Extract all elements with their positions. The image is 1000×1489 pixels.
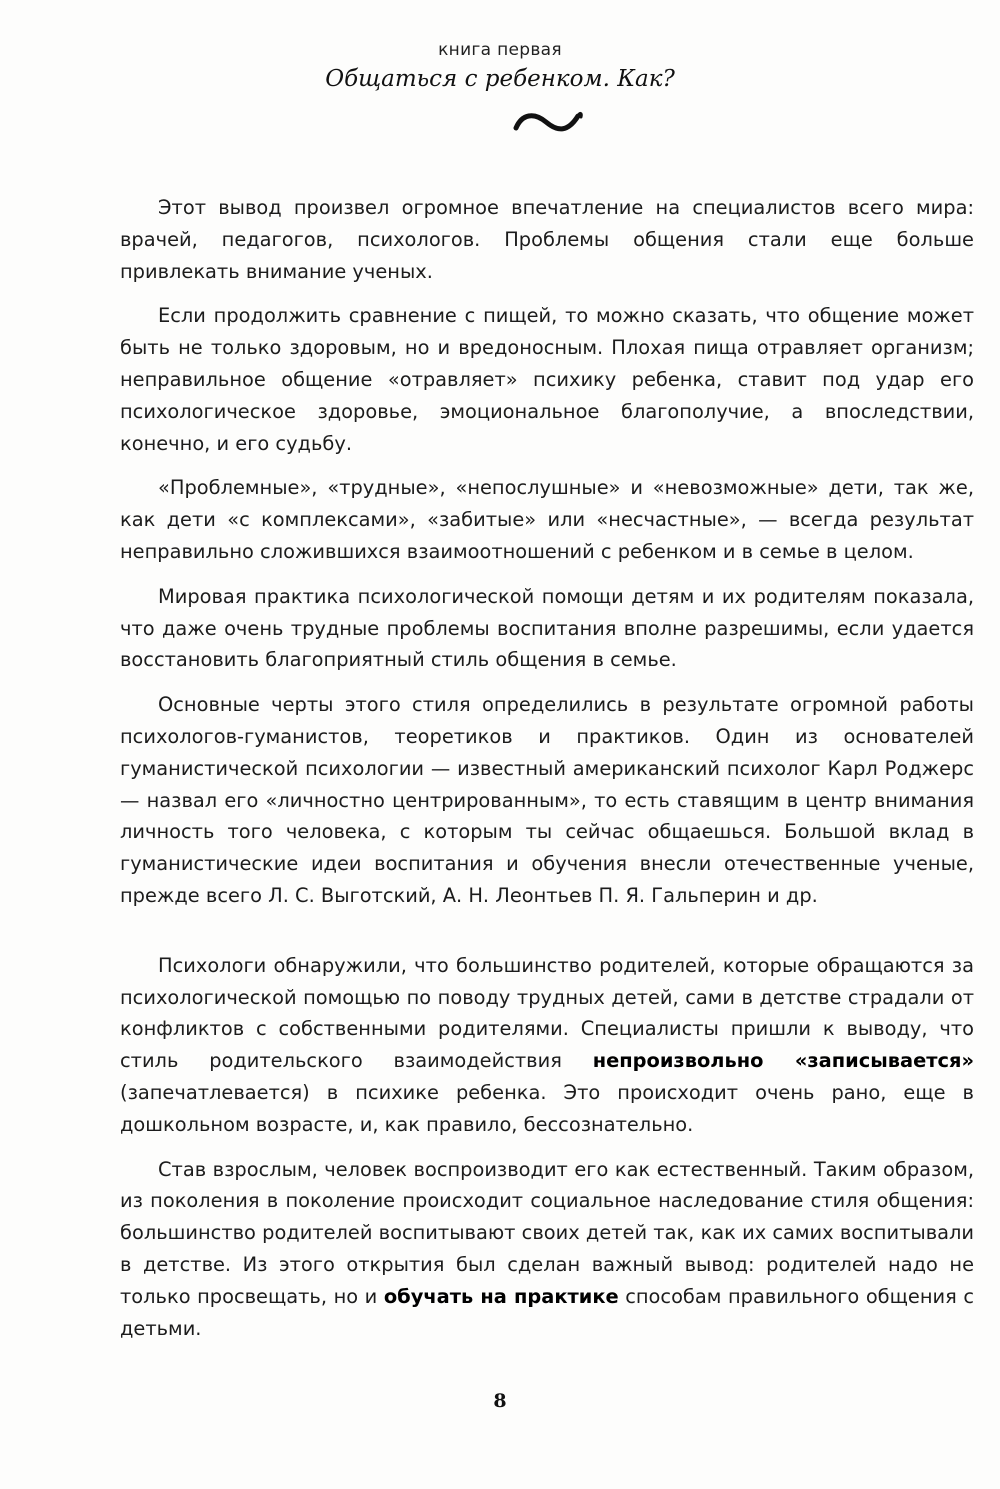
paragraph-6-text-before: Психологи обнаружили, что большинство родителей, которые обращаются за психологической помощью по поводу трудных детей, сами в детстве страдали от конфликтов с собственными родителями. Специалисты пришли к выводу, что стиль родительского взаимодействия [120, 953, 974, 1073]
paragraph-1: Этот вывод произвел огромное впечатление на специалистов всего мира: врачей, педагогов, психологов. Проблемы общения стали еще больше привлекать внимание ученых. [120, 196, 974, 283]
paragraph-7-text-after: способам правильного общения с детьми. [120, 1284, 974, 1340]
paragraph-7-text-before: Став взрослым, человек воспроизводит его как естественный. Таким образом, из поколения в поколение происходит социальное наследование стиля общения: большинство родителей воспитывают своих детей так, как их самих воспитывали в детстве. Из этого открытия был сделан важный вывод: родителей надо не только просвещать, но и [120, 1157, 974, 1308]
paragraph-4: Мировая практика психологической помощи детям и их родителям показала, что даже очень трудные проблемы воспитания вполне разрешимы, если удается восстановить благоприятный стиль общения в семье. [120, 584, 974, 672]
page-number: 8 [493, 1390, 507, 1412]
paragraph-7-emphasis: обучать на практике [383, 1284, 619, 1308]
paragraph-5: Основные черты этого стиля определились в результате огромной работы психологов-гуманистов, теоретиков и практиков. Один из основателей гуманистической психологии — известный американский психолог Карл Роджерс — назвал его «личностно центрированным», то есть ставящим в центр внимания личность того человека, с которым ты сейчас общаешься. Большой вклад в гуманистические идеи воспитания и обучения внесли отечественные ученые, прежде всего Л. С. Выготский, А. Н. Леонтьев П. Я. Гальперин и др. [120, 693, 974, 907]
paragraph-6-text-after: (запечатлевается) в психике ребенка. Это происходит очень рано, еще в дошкольном возрасте, и, как правило, бессознательно. [120, 1080, 974, 1136]
paragraph-6-emphasis: непроизвольно «записывается» [592, 1049, 974, 1073]
paragraph-6 [120, 950, 974, 1141]
paragraph-2: Если продолжить сравнение с пищей, то можно сказать, что общение может быть не только здоровым, но и вредоносным. Плохая пища отравляет организм; неправильное общение «отравляет» психику ребенка, ставит под удар его психологическое здоровье, эмоциональное благополучие, а впоследствии, конечно, и его судьбу. [120, 304, 974, 455]
book-label: книга первая [438, 40, 562, 60]
paragraph-7 [120, 1154, 974, 1345]
book-title: Общаться с ребенком. Как? [325, 66, 675, 92]
paragraph-3: «Проблемные», «трудные», «непослушные» и «невозможные» дети, так же, как дети «с комплексами», «забитые» или «несчастные», — всегда результат неправильно сложившихся взаимоотношений с ребенком и в семье в целом. [120, 476, 974, 563]
tilde-swash-icon [512, 104, 584, 140]
body-text [120, 192, 974, 1357]
